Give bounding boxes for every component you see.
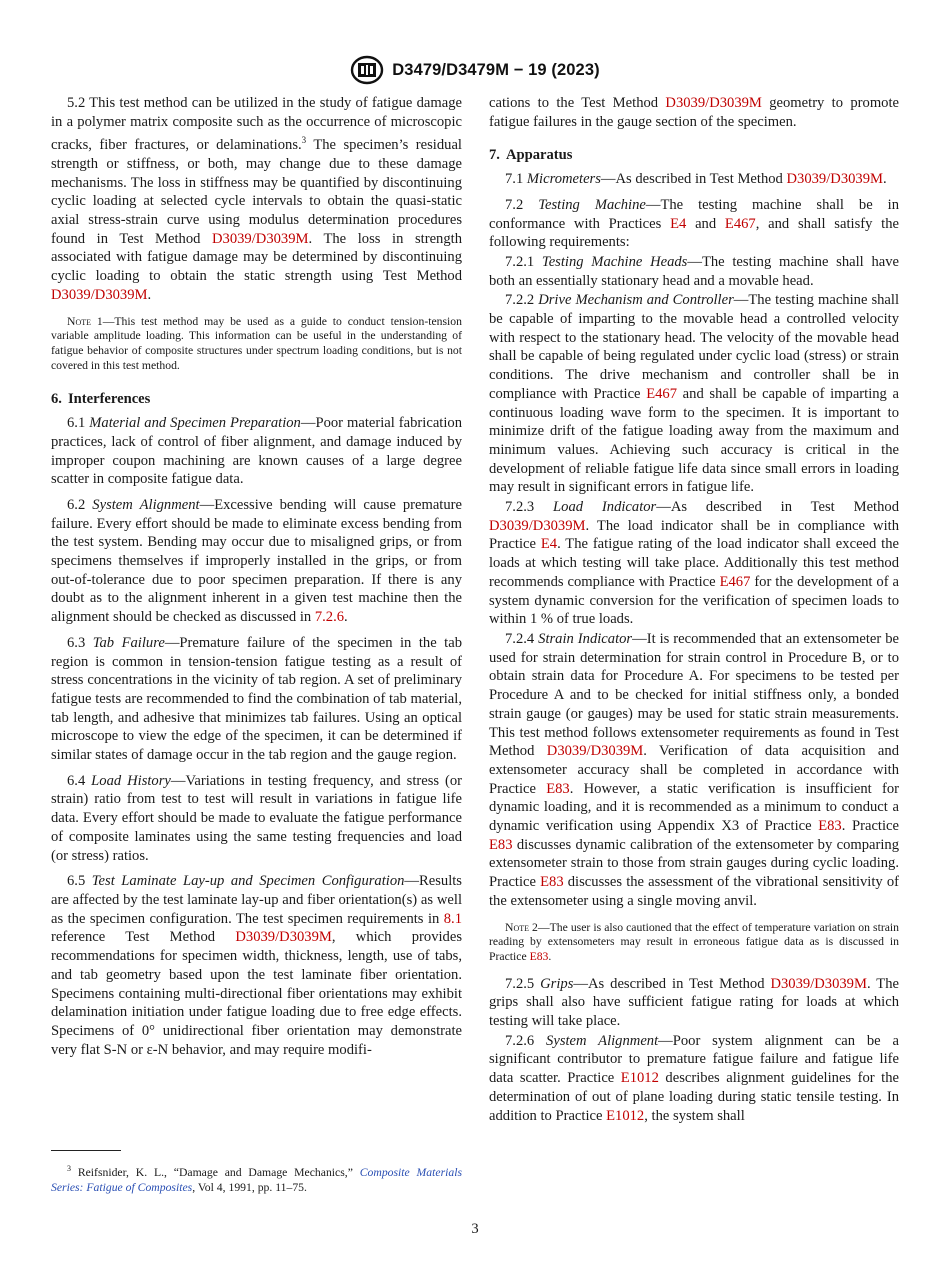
note-2: Note 2—The user is also cautioned that the effect of temperature variation on strain reading by extensometers may result in erroneous fatigue data as is discussed in Practice E83. (489, 920, 899, 963)
paragraph-6-5: 6.5 Test Laminate Lay-up and Specimen Configuration—Results are affected by the test laminate lay-up and fiber orientation(s) as well as the specimen configuration. The test specimen requirements in 8.1 reference Test Method D3039/D3039M, which provides recommendations for specimen width, thickness, length, use of tabs, and tab geometry based upon the test laminate fiber orientation. Specimens containing multi-directional fiber orientations may exhibit delamination initiation under fatigue loading due to free edge effects. Specimens of 0° unidirectional fiber orientation may demonstrate very flat S-N or ε-N behavior, and may require modifi- (51, 873, 463, 1058)
paragraph-7-2: 7.2 Testing Machine—The testing machine shall be in conformance with Practices E4 and E467, and shall satisfy the following requirements: (489, 196, 900, 251)
footnote-3: $^3$ Reifsnider, K. L., “Damage and Damage Mechanics,” Composite Materials Series: Fatigue of Composites, Vol 4, 1991, pp. 11–75. (51, 1164, 463, 1194)
paragraph-7-2-6: 7.2.6 System Alignment—Poor system alignment can be a significant contributor to premature fatigue failure and fatigue life data scatter. Practice E1012 describes alignment guidelines for the determination of out of plane loading during static tensile testing. In addition to Practice E1012, the system shall (489, 1032, 900, 1124)
link-7-2-6[interactable]: 7.2.6 (314, 609, 345, 626)
link-d3039[interactable]: D3039/D3039M (786, 171, 883, 188)
paragraph-7-2-3: 7.2.3 Load Indicator—As described in Test Method D3039/D3039M. The load indicator shall be in compliance with Practice E4. The fatigue rating of the load indicator shall exceed the loads at which testing will take place. Additionally this test method recommends compliance with Practice E467 for the development of a system dynamic conversion for the verification of specimen loads to within 1 % of true loads. (489, 499, 899, 628)
page-header (0, 52, 950, 88)
link-8-1[interactable]: 8.1 (443, 910, 462, 927)
link-d3039[interactable]: D3039/D3039M (51, 286, 148, 303)
link-e83[interactable]: E83 (529, 949, 549, 963)
paragraph-5-2: 5.2 This test method can be utilized in the study of fatigue damage in a polymer matrix composite such as the occurrence of microscopic cracks, fiber fractures, or delaminations.$^3$ The specimen’s residual strength or stiffness, or both, may change due to these damage mechanisms. The loss in stiffness may be quantified by discontinuing cyclic loading at selected cycle intervals to obtain the quasi-static axial stress-strain curve using modulus determination procedures found in Test Method D3039/D3039M. The loss in strength associated with fatigue damage may be determined by discontinuing cyclic loading to obtain the static strength using Test Method D3039/D3039M. (51, 95, 462, 303)
link-e467[interactable]: E467 (724, 215, 756, 232)
link-d3039[interactable]: D3039/D3039M (489, 517, 586, 534)
paragraph-7-2-5: 7.2.5 Grips—As described in Test Method D3039/D3039M. The grips shall also have sufficient fatigue rating for loads at which testing will take place. (489, 975, 899, 1030)
link-e83[interactable]: E83 (818, 818, 842, 835)
left-column (51, 94, 462, 1059)
paragraph-6-5-continued: cations to the Test Method D3039/D3039M geometry to promote fatigue failures in the gauge section of the specimen. (489, 95, 899, 130)
link-e83[interactable]: E83 (489, 836, 513, 853)
paragraph-6-4: 6.4 Load History—Variations in testing frequency, and stress (or strain) ratio from test to test will result in variations in fatigue life data. Every effort should be made to evaluate the fatigue performance of composite laminates using the same testing frequencies and load (or stress) ratios. (51, 772, 463, 864)
link-e1012[interactable]: E1012 (620, 1070, 659, 1087)
paragraph-7-2-4: 7.2.4 Strain Indicator—It is recommended that an extensometer be used for strain determination for strain control in Procedure B, or to obtain strain data for Procedure A. For specimens to be tested per Procedure A and to be checked for initial stiffness only, a bonded strain gauge (or gauges) may be used for static strain measurements. This test method follows extensometer requirements as found in Test Method D3039/D3039M. Verification of data acquisition and extensometer accuracy shall be completed in accordance with Practice E83. However, a static verification is insufficient for dynamic loading, and it is recommended as a minimum to conduct a dynamic verification using Appendix X3 of Practice E83. Practice E83 discusses dynamic calibration of the extensometer by comparing extensometer strain to those from strain gauges during cyclic loading. Practice E83 discusses the assessment of the vibrational sensitivity of the extensometer using a single moving anvil. (489, 630, 899, 909)
footnote-ref[interactable]: 3 (301, 135, 307, 146)
link-e1012[interactable]: E1012 (606, 1107, 645, 1124)
link-e467[interactable]: E467 (719, 573, 751, 590)
page-number: 3 (471, 1221, 479, 1237)
right-column (489, 94, 899, 1125)
section-heading-7: 7. Apparatus (489, 147, 573, 164)
link-e4[interactable]: E4 (540, 536, 558, 553)
link-d3039[interactable]: D3039/D3039M (212, 230, 309, 247)
paragraph-6-1: 6.1 Material and Specimen Preparation—Poor material fabrication practices, lack of control of fiber alignment, and damage induced by improper coupon machining are known causes of a large degree scatter in composite fatigue data. (51, 415, 462, 488)
astm-logo-icon (350, 55, 384, 85)
section-heading-6: 6. Interferences (51, 391, 151, 408)
paragraph-7-2-2: 7.2.2 Drive Mechanism and Controller—The testing machine shall be capable of imparting to the movable head a controlled velocity with respect to the stationary head. The velocity of the movable head shall be capable of being regulated under cyclic load (stress) or strain conditions. The drive mechanism and controller shall be in compliance with Practice E467 and shall be capable of imparting a continuous loading wave form to the specimen. It is important to minimize drift of the fatigue loading away from the maximum and minimum values. Achieving such accuracy is critical in the development of reliable fatigue life data since small errors in loading may result in significant errors in fatigue life. (489, 292, 900, 496)
paragraph-7-2-1: 7.2.1 Testing Machine Heads—The testing machine shall have both an essentially stationary head and a movable head. (489, 253, 899, 289)
paragraph-6-2: 6.2 System Alignment—Excessive bending will cause premature failure. Every effort should be made to eliminate excess bending from the test system. Bending may occur due to misaligned grips, or from specimens themselves if improperly installed in the grips, or from out-of-tolerance due to poor specimen preparation. If there is any doubt as to the alignment inherent in a given test machine then the alignment should be checked as discussed in 7.2.6. (51, 496, 462, 626)
link-e4[interactable]: E4 (670, 215, 687, 232)
link-d3039[interactable]: D3039/D3039M (770, 975, 867, 992)
link-e467[interactable]: E467 (646, 385, 678, 402)
link-d3039[interactable]: D3039/D3039M (235, 929, 332, 946)
note-1: Note 1—This test method may be used as a guide to conduct tension-tension variable amplitude loading. This information can be useful in the understanding of fatigue behavior of composite structures under spectrum loading conditions, but is not covered in this test method. (51, 314, 462, 372)
link-d3039[interactable]: D3039/D3039M (546, 743, 644, 760)
document-designation: D3479/D3479M − 19 (2023) (392, 60, 600, 79)
paragraph-6-3: 6.3 Tab Failure—Premature failure of the specimen in the tab region is common in tension-tension fatigue testing as a result of stress concentrations in the vicinity of tab region. A set of preliminary fatigue tests are recommended to find the combination of tab material, tab length, and adhesive that minimizes tab failures. Using an optical microscope to view the edge of the specimen, it can be determined if similar states of damage occur in the tab region and the gauge region. (51, 634, 462, 764)
paragraph-7-1: 7.1 Micrometers—As described in Test Method D3039/D3039M. (505, 171, 887, 188)
journal-link[interactable]: Composite Materials Series: Fatigue of Composites (51, 1165, 463, 1194)
link-e83[interactable]: E83 (540, 874, 564, 891)
link-e83[interactable]: E83 (546, 780, 570, 797)
link-d3039[interactable]: D3039/D3039M (665, 95, 762, 111)
footnote-divider (51, 1150, 121, 1151)
